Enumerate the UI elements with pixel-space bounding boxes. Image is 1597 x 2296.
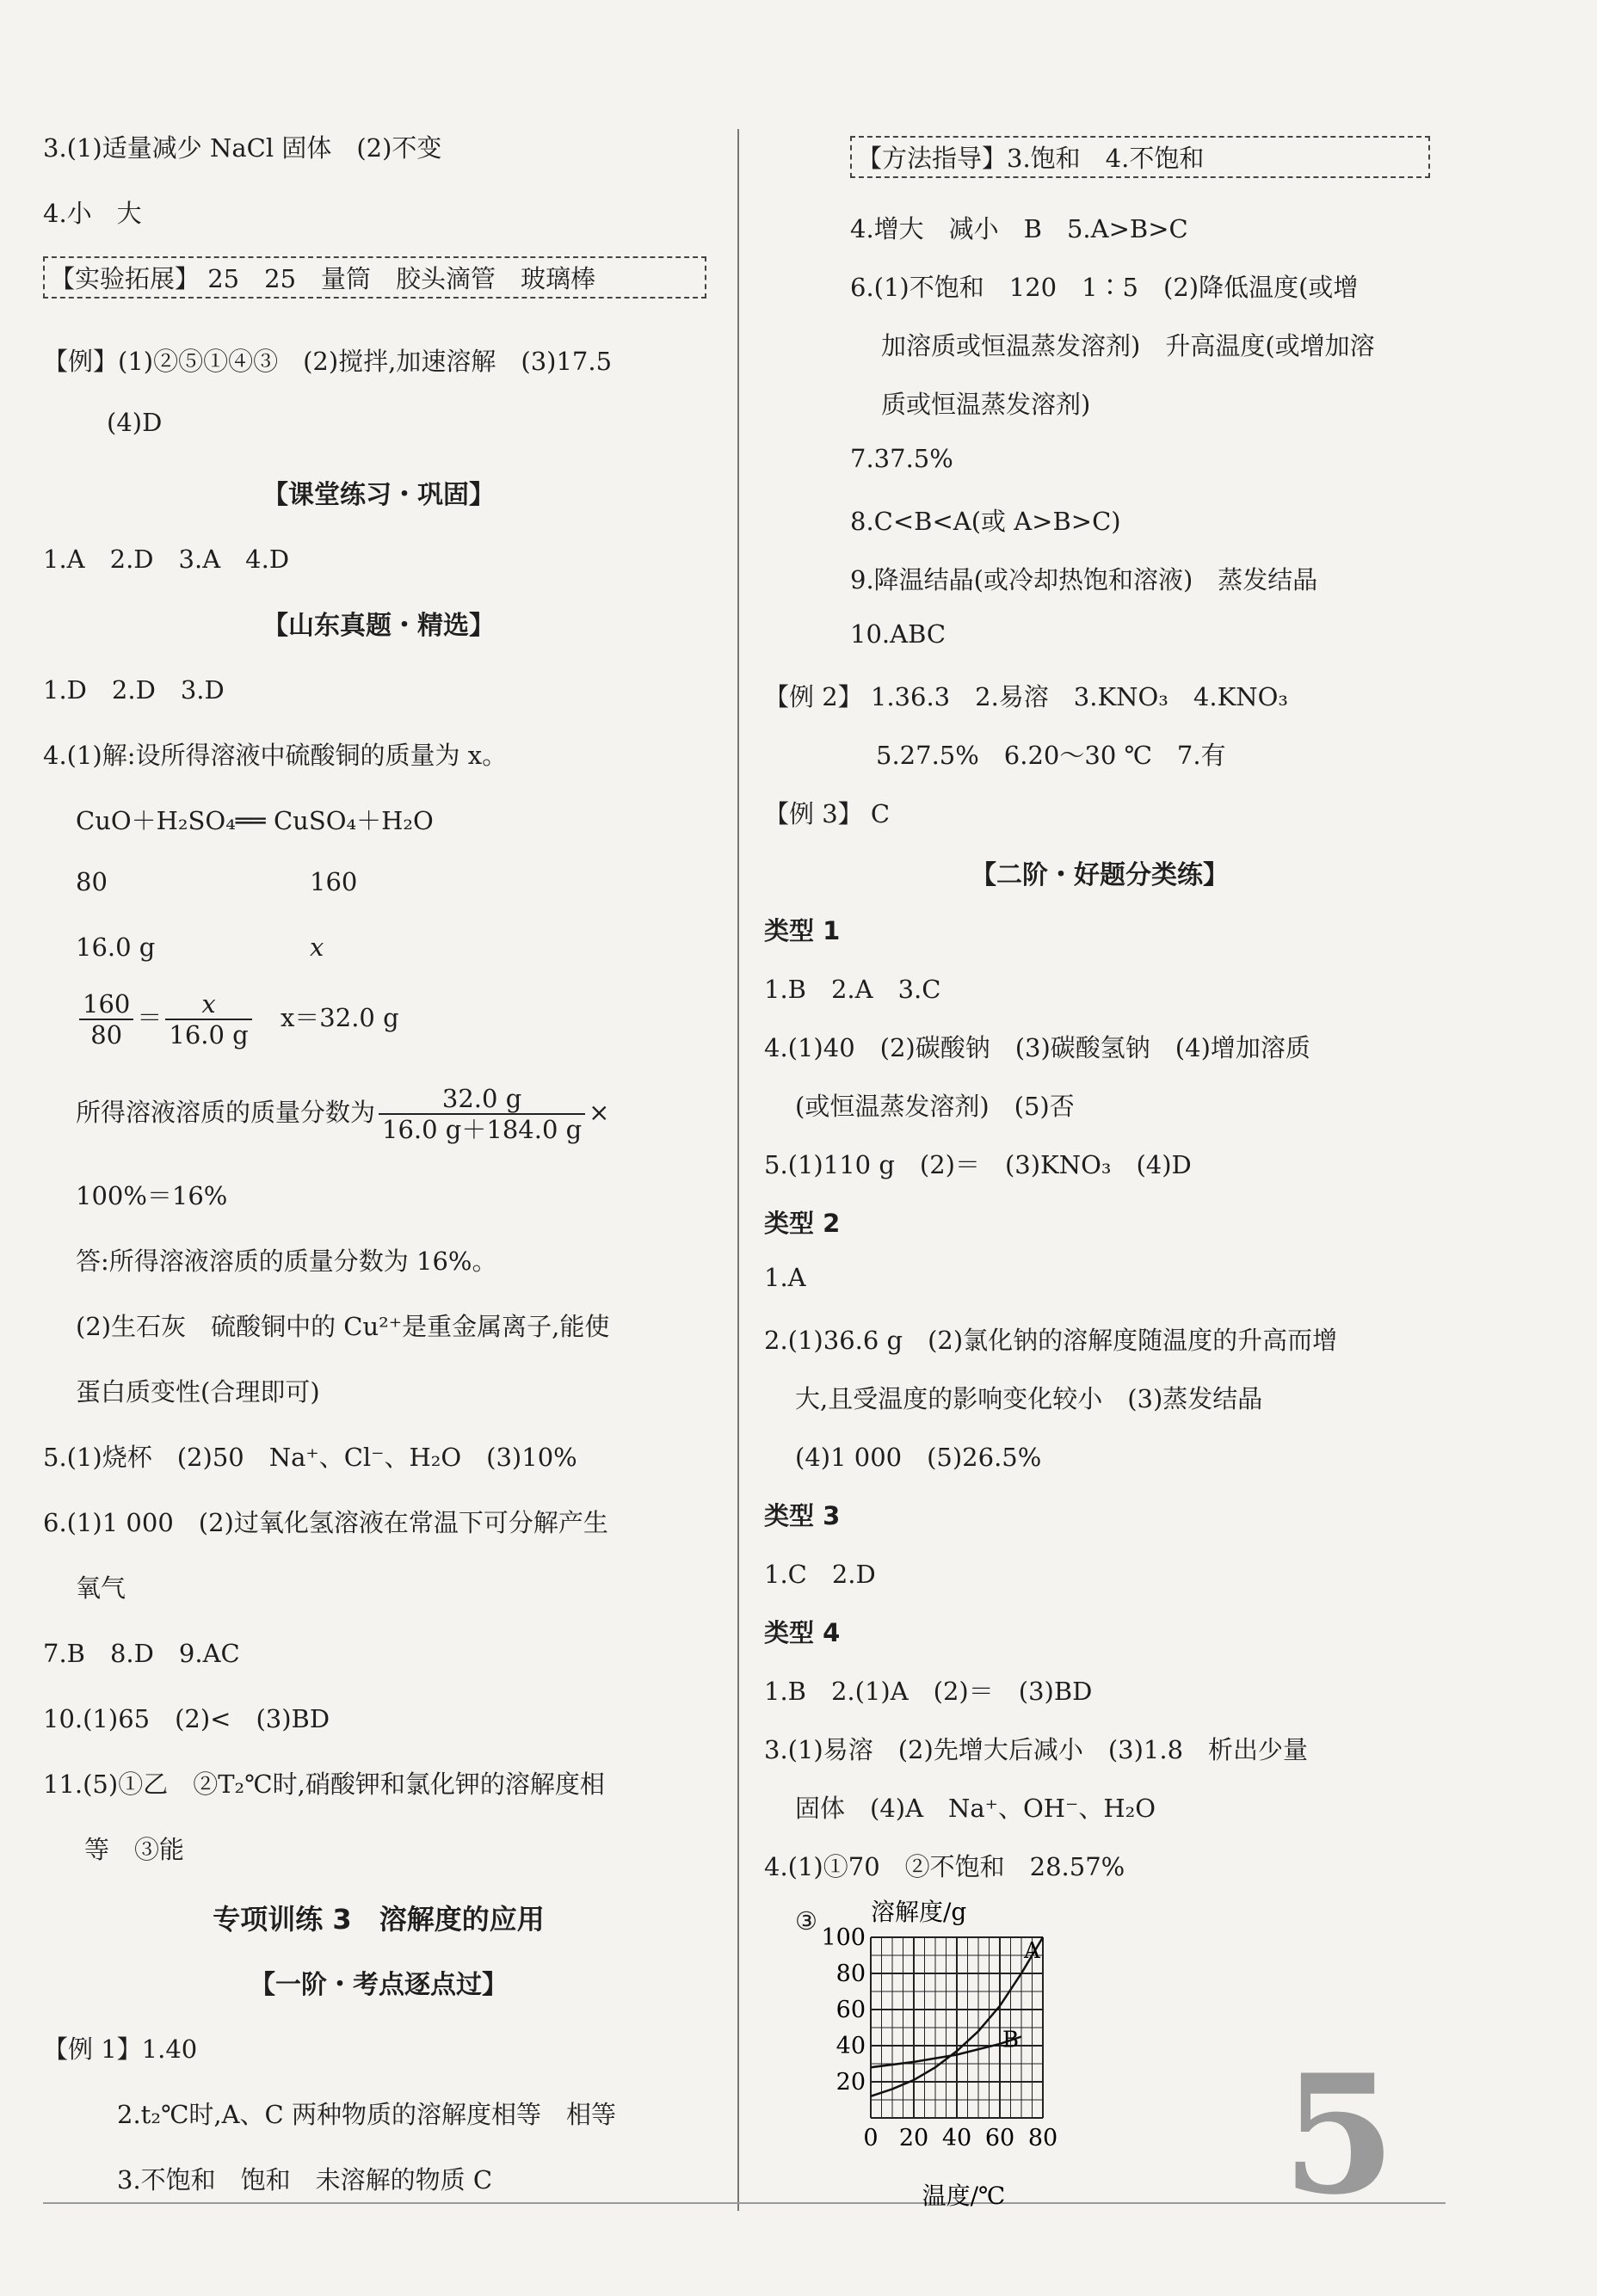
molar-mass: 160	[310, 867, 358, 896]
answer-line: 1.B 2.(1)A (2)＝ (3)BD	[764, 1677, 1093, 1706]
fraction: $\frac{x}{16.0 g}$	[165, 989, 251, 1050]
answer-line: 11.(5)①乙 ②T₂℃时,硝酸钾和氯化钾的溶解度相	[43, 1770, 605, 1799]
special-training-title: 专项训练 3 溶解度的应用	[213, 1903, 545, 1936]
answer-line: 1.A 2.D 3.A 4.D	[43, 545, 290, 574]
answer-line: 4.(1)①70 ②不饱和 28.57%	[764, 1852, 1125, 1881]
method-guide-box: 【方法指导】3.饱和 4.不饱和	[850, 136, 1430, 178]
unknown-mass: x	[310, 933, 324, 962]
answer-line: 10.(1)65 (2)< (3)BD	[43, 1704, 330, 1733]
y-tick-label: 80	[835, 1961, 866, 1987]
chemical-equation: CuO＋H₂SO₄══ CuSO₄＋H₂O	[76, 806, 434, 835]
y-tick-labels	[821, 1924, 866, 2096]
x-tick-label: 80	[1027, 2125, 1058, 2151]
x-tick-label: 20	[898, 2125, 929, 2151]
answer-line: 4.(1)40 (2)碳酸钠 (3)碳酸氢钠 (4)增加溶质	[764, 1033, 1310, 1062]
column-divider	[737, 129, 739, 2211]
answer-line: (2)生石灰 硫酸铜中的 Cu²⁺是重金属离子,能使	[76, 1312, 610, 1341]
answer-line: 1.A	[764, 1263, 806, 1292]
type-heading: 类型 4	[764, 1618, 841, 1647]
chart-label-marker: ③	[795, 1906, 817, 1936]
x-tick-label: 60	[984, 2125, 1015, 2151]
x-tick-label: 40	[941, 2125, 972, 2151]
answer-line: 4.增大 减小 B 5.A>B>C	[850, 214, 1188, 243]
section-heading: 【一阶・考点逐点过】	[250, 1970, 508, 2000]
answer-line: 8.C<B<A(或 A>B>C)	[850, 507, 1121, 536]
x-tick-labels	[863, 2125, 1057, 2151]
answer-line: 3.(1)易溶 (2)先增大后减小 (3)1.8 析出少量	[764, 1735, 1309, 1764]
type-heading: 类型 3	[764, 1501, 841, 1530]
fraction: $\frac{160}{80}$	[79, 989, 133, 1050]
y-axis-label: 溶解度/g	[871, 1898, 967, 1926]
given-mass: 16.0 g	[76, 933, 156, 962]
example-line: 2.t₂℃时,A、C 两种物质的溶解度相等 相等	[117, 2100, 616, 2129]
x-axis-label: 温度/℃	[922, 2182, 1006, 2210]
answer-line: 4.小 大	[43, 199, 142, 228]
answer-line: 7.B 8.D 9.AC	[43, 1639, 240, 1668]
x-tick-label: 0	[863, 2125, 879, 2151]
answer-line: 5.(1)110 g (2)＝ (3)KNO₃ (4)D	[764, 1150, 1192, 1179]
y-tick-label: 60	[835, 1997, 866, 2023]
bottom-rule	[43, 2202, 1446, 2204]
answer-line: 3.(1)适量减少 NaCl 固体 (2)不变	[43, 133, 442, 163]
curve-label-B: B	[1002, 2027, 1020, 2053]
answer-line: 等 ③能	[84, 1835, 185, 1864]
solubility-chart	[809, 1893, 1093, 2211]
y-tick-label: 40	[835, 2033, 866, 2059]
example-line: 3.不饱和 饱和 未溶解的物质 C	[117, 2165, 493, 2194]
section-heading: 【二阶・好题分类练】	[971, 860, 1229, 890]
answer-line: 氧气	[76, 1573, 126, 1603]
answer-line: 大,且受温度的影响变化较小 (3)蒸发结晶	[795, 1384, 1263, 1413]
experiment-extension-box: 【实验拓展】 25 25 量筒 胶头滴管 玻璃棒	[43, 256, 706, 299]
answer-line: 答:所得溶液溶质的质量分数为 16%。	[76, 1246, 497, 1276]
example-line: (4)D	[107, 408, 163, 437]
answer-line: 1.C 2.D	[764, 1560, 876, 1589]
answer-line: 10.ABC	[850, 619, 946, 649]
answer-line: 6.(1)1 000 (2)过氧化氢溶液在常温下可分解产生	[43, 1508, 608, 1537]
molar-mass: 80	[76, 867, 108, 896]
y-tick-label: 100	[821, 1924, 866, 1951]
ratio-equation: $\frac{160}{80}$ ＝ $\frac{x}{16.0 g}$ x＝32.0 g	[76, 989, 399, 1050]
curve-label-A: A	[1024, 1938, 1040, 1964]
answer-line: 1.B 2.A 3.C	[764, 975, 941, 1004]
answer-line: 质或恒温蒸发溶剂)	[881, 390, 1091, 419]
section-heading: 【山东真题・精选】	[262, 611, 495, 641]
answer-line: (或恒温蒸发溶剂) (5)否	[795, 1092, 1075, 1121]
answer-line: 加溶质或恒温蒸发溶剂) 升高温度(或增加溶	[881, 331, 1375, 360]
answer-line: 1.D 2.D 3.D	[43, 675, 225, 705]
example-line: 【例 2】 1.36.3 2.易溶 3.KNO₃ 4.KNO₃	[764, 682, 1289, 711]
example-line: 5.27.5% 6.20～30 ℃ 7.有	[876, 741, 1226, 770]
fraction-line: 所得溶液溶质的质量分数为 $\frac{32.0 g}{16.0 g+184.0 g}$ ×	[76, 1084, 610, 1144]
y-tick-label: 20	[835, 2069, 866, 2096]
answer-line: (4)1 000 (5)26.5%	[795, 1443, 1042, 1472]
example-line: 【例 3】 C	[764, 799, 891, 828]
example-line: 【例】(1)②⑤①④③ (2)搅拌,加速溶解 (3)17.5	[43, 347, 613, 376]
example-line: 【例 1】1.40	[43, 2034, 198, 2064]
answer-line: 7.37.5%	[850, 444, 953, 473]
answer-line: 5.(1)烧杯 (2)50 Na⁺、Cl⁻、H₂O (3)10%	[43, 1443, 577, 1472]
answer-line: 6.(1)不饱和 120 1∶5 (2)降低温度(或增	[850, 273, 1359, 302]
answer-line: 蛋白质变性(合理即可)	[76, 1377, 320, 1407]
type-heading: 类型 2	[764, 1209, 841, 1238]
answer-line: 4.(1)解:设所得溶液中硫酸铜的质量为 x。	[43, 741, 508, 770]
answer-line: 100%＝16%	[76, 1181, 228, 1210]
type-heading: 类型 1	[764, 916, 841, 945]
answer-line: 9.降温结晶(或冷却热饱和溶液) 蒸发结晶	[850, 565, 1318, 594]
section-heading: 【课堂练习・巩固】	[262, 480, 495, 510]
answer-line: 2.(1)36.6 g (2)氯化钠的溶解度随温度的升高而增	[764, 1326, 1338, 1355]
answer-line: 固体 (4)A Na⁺、OH⁻、H₂O	[795, 1794, 1156, 1823]
fraction: $\frac{32.0 g}{16.0 g+184.0 g}$	[379, 1084, 585, 1144]
page-number: 5	[1282, 2039, 1397, 2231]
